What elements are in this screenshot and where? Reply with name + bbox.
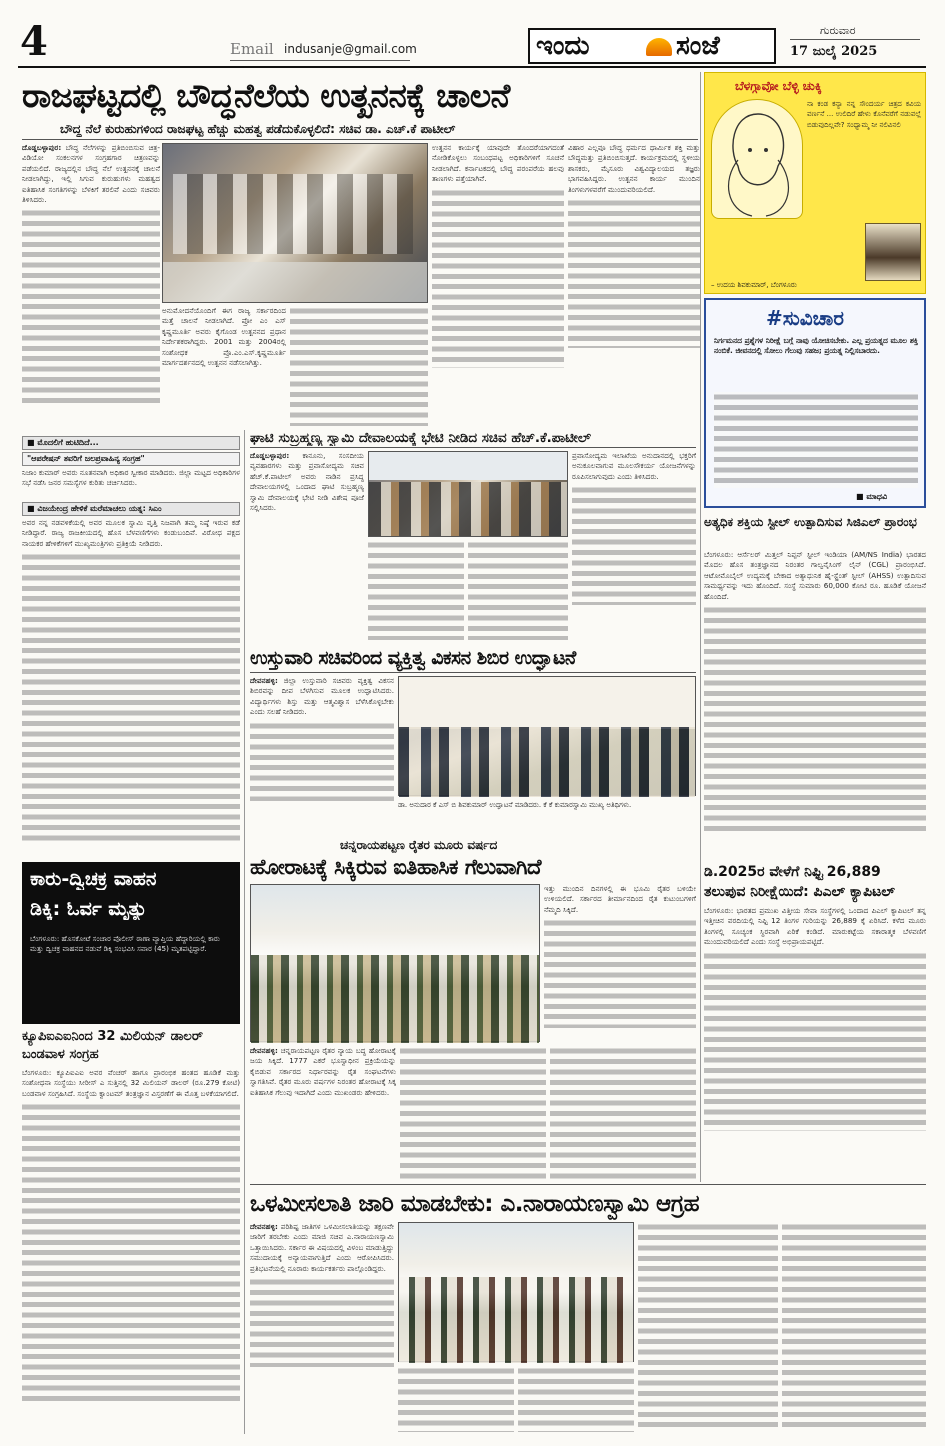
steel-body [704,550,926,862]
poem-body: ನಾ ಕಂಡ ಕನ್ಯಾ ನನ್ನ ಸೌಂದರ್ಯ ಚಿತ್ರದ ಕವಿಯ ವರ್ಣನೆ ... ಉಲಿದಿರೆ ಹೇಳು ಕೊನೆವರೆಗೆ ನಡುವಲ್ಲೆ ಬಿಡುವುದಿಲ್ಲವೇ? ಸಂಧ್ಯಾಮ್ಮ ನೀ ನಲಿವಿನಲಿ [807,100,921,129]
email-label: Email [230,40,274,58]
date: 17 ಜುಲೈ 2025 [790,44,878,59]
steel-body-text: ಬೆಂಗಳೂರು: ಆರ್ಸೆಲರ್ ಮಿತ್ತಲ್ ನಿಪ್ಪನ್ ಸ್ಟೀಲ್ ಇಂಡಿಯಾ (AM/NS India) ಭಾರತದ ಮೊದಲ ಹೊಸ ತಂತ್ರಜ್ಞಾನದ ನಿರಂತರ ಗಾಲ್ವನೈಸಿಂಗ್ ಲೈನ್ (CGL) ಪ್ರಾರಂಭಿಸಿದೆ. ಆಟೋಮೊಬೈಲ್ ಉದ್ಯಮಕ್ಕೆ ಬೇಕಾದ ಅತ್ಯಾಧುನಿಕ ಹೈ-ಸ್ಟ್ರೆಂತ್ ಸ್ಟೀಲ್ (AHSS) ಉತ್ಪಾದಿಸುವ ಸಾಮರ್ಥ್ಯವನ್ನು ಇದು ಹೊಂದಿದೆ. ಸಂಸ್ಥೆ ಸುಮಾರು 60,000 ಕೋಟಿ ರೂ. ಹೂಡಿಕೆ ಯೋಜನೆ ಹೊಂದಿದೆ. [704,550,926,601]
masthead [0,0,945,66]
reservation-photo [398,1222,634,1362]
workshop-body: ಜಿಲ್ಲಾ ಉಸ್ತುವಾರಿ ಸಚಿವರು ವ್ಯಕ್ತಿತ್ವ ವಿಕಸನ ಶಿಬಿರವನ್ನು ದೀಪ ಬೆಳಗಿಸುವ ಮೂಲಕ ಉದ್ಘಾಟಿಸಿದರು. ವಿದ್ಯಾರ್ಥಿಗಳು ಶಿಸ್ತು ಮತ್ತು ಆತ್ಮವಿಶ್ವಾಸ ಬೆಳೆಸಿಕೊಳ್ಳಬೇಕು ಎಂದು ಸಲಹೆ ನೀಡಿದರು. [250,676,394,717]
farmers-headline: ಹೋರಾಟಕ್ಕೆ ಸಿಕ್ಕಿರುವ ಐತಿಹಾಸಿಕ ಗೆಲುವಾಗಿದೆ [250,855,541,879]
farmers-col-1 [250,1046,396,1180]
accident-body: ಬೆಂಗಳೂರು: ಹೊಸಕೋಟೆ ಸಂಚಾರ ಪೊಲೀಸ್ ಠಾಣಾ ವ್ಯಾಪ್ತಿಯ ಹೆದ್ದಾರಿಯಲ್ಲಿ ಕಾರು ಮತ್ತು ದ್ವಿಚಕ್ರ ವಾಹನದ ನಡುವೆ ಡಿಕ್ಕಿ ಸಂಭವಿಸಿ ಸವಾರ (45) ಮೃತಪಟ್ಟಿದ್ದಾರೆ. [30,934,220,954]
lead-body-2b: 2001 ಮತ್ತು 2004ರಲ್ಲಿ ಸಂಶೋಧಕ ಪ್ರೊ.ಎಂ.ಎಸ್.ಕೃಷ್ಣಮೂರ್ತಿ ಮಾರ್ಗದರ್ಶನದಲ್ಲಿ ಉತ್ಖನನ ನಡೆಸಲಾಗಿತ್ತು. [162,337,286,368]
lead-body-3: ಉತ್ಖನನ ಕಾರ್ಯಕ್ಕೆ ಯಾವುದೇ ತೊಂದರೆಯಾಗದಂತೆ ನೋಡಿಕೊಳ್ಳಲು ಸಂಬಂಧಪಟ್ಟ ಅಧಿಕಾರಿಗಳಿಗೆ ಸೂಚನೆ ನೀಡಲಾಗಿದೆ. ಕರ್ನಾಟಕದಲ್ಲಿ ಬೌದ್ಧ ಪರಂಪರೆಯ ಹಲವು ತಾಣಗಳು ಪತ್ತೆಯಾಗಿವೆ. [432,143,564,184]
suvichara-body: ನಿರ್ಗಮನದ ಪ್ರಶ್ನೆಗಳ ನಿರೀಕ್ಷೆ ಬಗ್ಗೆ ನಾವು ಯೋಚಿಸಬೇಕು. ಎಲ್ಲ ಪ್ರಯತ್ನದ ಮೂಲ ಶಕ್ತಿ ನಂಬಿಕೆ. ಜೀವನದಲ್ಲಿ ಸೋಲು ಗೆಲುವು ಸಹಜ; ಪ್ರಯತ್ನ ನಿಲ್ಲಿಸಬಾರದು. [714,336,918,356]
investment-body-text: ಬೆಂಗಳೂರು: ಕ್ಯೂಪಿಐಎಐ ಅವರ ವೆಂಚರ್ ಹಾಗೂ ಪ್ರಾರಂಭಿಕ ಹಂತದ ಹೂಡಿಕೆ ಮತ್ತು ಸಂಶೋಧನಾ ಸಂಸ್ಥೆಯು ಸೀರೀಸ್ ಎ ಸುತ್ತಿನಲ್ಲಿ 32 ಮಿಲಿಯನ್ ಡಾಲರ್ (ರೂ.279 ಕೋಟಿ) ಬಂಡವಾಳ ಸಂಗ್ರಹಿಸಿದೆ. ಸಂಸ್ಥೆಯ ಕ್ವಾಂಟಮ್ ತಂತ್ರಜ್ಞಾನ ವಿಸ್ತರಣೆಗೆ ಈ ಮೊತ್ತ ಬಳಕೆಯಾಗಲಿದೆ. [22,1068,240,1098]
page-number: 4 [20,18,48,65]
lead-headline: ರಾಜಘಟ್ಟದಲ್ಲಿ ಬೌದ್ಧನೆಲೆಯ ಉತ್ಖನನಕ್ಕೆ ಚಾಲನೆ [22,76,510,115]
day: ಗುರುವಾರ [820,24,856,37]
reservation-headline: ಒಳಮೀಸಲಾತಿ ಜಾರಿ ಮಾಡಬೇಕು: ಎ.ನಾರಾಯಣಸ್ವಾಮಿ ಆಗ್ರಹ [250,1191,700,1217]
farmers-col-3 [550,1046,696,1180]
poem-title: ಬೆಳಗ್ಗಾವೋ ಬೆಳ್ಳಿ ಚುಕ್ಕಿ [735,79,822,93]
suvichara-box [704,298,926,508]
reservation-body: ಪರಿಶಿಷ್ಟ ಜಾತಿಗಳ ಒಳಮೀಸಲಾತಿಯನ್ನು ತಕ್ಷಣವೇ ಜಾರಿಗೆ ತರಬೇಕು ಎಂದು ಮಾಜಿ ಸಚಿವ ಎ.ನಾರಾಯಣಸ್ವಾಮಿ ಒತ್ತಾಯಿಸಿದರು. ಸರ್ಕಾರ ಈ ವಿಷಯದಲ್ಲಿ ವಿಳಂಬ ಮಾಡುತ್ತಿದ್ದು ಸಮುದಾಯಕ್ಕೆ ಅನ್ಯಾಯವಾಗುತ್ತಿದೆ ಎಂದು ಆರೋಪಿಸಿದರು. ಪ್ರತಿಭಟನೆಯಲ್ಲಿ ನೂರಾರು ಕಾರ್ಯಕರ್ತರು ಪಾಲ್ಗೊಂಡಿದ್ದರು. [250,1222,394,1273]
patil-body-2: ಪ್ರವಾಸೋದ್ಯಮ ಇಲಾಖೆಯ ಅನುದಾನದಲ್ಲಿ ಭಕ್ತರಿಗೆ ಅನುಕೂಲವಾಗುವ ಮೂಲಸೌಕರ್ಯ ಯೋಜನೆಗಳನ್ನು ರೂಪಿಸಲಾಗುವುದು ಎಂದು ತಿಳಿಸಿದರು. [572,451,696,481]
accident-box [22,862,240,1024]
lead-dateline: ದೊಡ್ಡಬಳ್ಳಾಪುರ: [22,143,62,152]
lead-col-1 [22,143,160,433]
reservation-dateline: ದೇವನಹಳ್ಳಿ: [250,1222,278,1231]
lead-col-4 [432,143,564,433]
email-address: indusanje@gmail.com [284,42,417,56]
workshop-photo [398,676,696,796]
farmers-photo [250,884,540,1042]
farmers-col-side [544,884,696,1042]
patil-photo [368,451,568,537]
lead-body-2: ಅನುಮೋದನೆಯೊಂದಿಗೆ ಈಗ ರಾಜ್ಯ ಸರ್ಕಾರದಿಂದ ಮತ್ತೆ ಚಾಲನೆ ನೀಡಲಾಗಿದೆ. ಪ್ರೋ ಎಂ ಎಸ್ ಕೃಷ್ಣಮೂರ್ತಿ ಅವರು ಕೈಗೊಂಡ ಉತ್ಖನನದ ಪ್ರಧಾನ ನಿರ್ದೇಶಕರಾಗಿದ್ದರು. [162,306,286,347]
label-strip-1: ■ ಮೊದಲಿಗೆ ಹುಟಿದಿದೆ... [22,436,240,450]
suvichara-author: ■ ಮಾಧವಿ [856,492,888,501]
investment-headline: ಕ್ಯೂಪಿಐಎಐನಿಂದ 32 ಮಿಲಿಯನ್ ಡಾಲರ್ ಬಂಡವಾಳ ಸಂಗ್ರಹ [22,1029,203,1062]
farmers-kicker: ಚನ್ನರಾಯಪಟ್ಟಣ ರೈತರ ಮೂರು ವರ್ಷದ [340,838,498,852]
patil-headline: ಘಾಟಿ ಸುಬ್ರಹ್ಮಣ್ಯ ಸ್ವಾಮಿ ದೇವಾಲಯಕ್ಕೆ ಭೇಟಿ ನೀಡಿದ ಸಚಿವ ಹೆಚ್.ಕೆ.ಪಾಟೀಲ್ [250,430,591,446]
patil-col-3 [468,540,568,640]
reservation-col-1 [250,1222,394,1432]
poem-box [704,72,926,294]
farmers-col-2 [400,1046,546,1180]
farmers-body: ಚನ್ನರಾಯಪಟ್ಟಣ ರೈತರ ನ್ಯಾಯ ಬದ್ಧ ಹೋರಾಟಕ್ಕೆ ಜಯ ಸಿಕ್ಕಿದೆ. 1777 ಎಕರೆ ಭೂಸ್ವಾಧೀನ ಪ್ರಕ್ರಿಯೆಯನ್ನು ಕೈಬಿಡುವ ಸರ್ಕಾರದ ನಿರ್ಧಾರವನ್ನು ರೈತ ಸಂಘಟನೆಗಳು ಸ್ವಾಗತಿಸಿವೆ. ರೈತರ ಮೂರು ವರ್ಷಗಳ ನಿರಂತರ ಹೋರಾಟಕ್ಕೆ ಸಿಕ್ಕ ಐತಿಹಾಸಿಕ ಗೆಲುವು ಇದಾಗಿದೆ ಎಂದು ಮುಖಂಡರು ಹೇಳಿದರು. [250,1046,396,1097]
patil-body: ಕಾನೂನು, ಸಂಸದೀಯ ವ್ಯವಹಾರಗಳು ಮತ್ತು ಪ್ರವಾಸೋದ್ಯಮ ಸಚಿವ ಹೆಚ್.ಕೆ.ಪಾಟೀಲ್ ಅವರು ನಾಡಿನ ಪ್ರಸಿದ್ಧ ದೇವಾಲಯಗಳಲ್ಲಿ ಒಂದಾದ ಘಾಟಿ ಸುಬ್ರಹ್ಮಣ್ಯ ಸ್ವಾಮಿ ದೇವಾಲಯಕ್ಕೆ ಭೇಟಿ ನೀಡಿ ವಿಶೇಷ ಪೂಜೆ ಸಲ್ಲಿಸಿದರು. [250,451,364,513]
poem-illustration [711,99,803,219]
lead-subhead: ಬೌದ್ಧ ನೆಲೆ ಕುರುಹುಗಳಿಂದ ರಾಜಘಟ್ಟ ಹೆಚ್ಚು ಮಹತ್ವ ಪಡೆದುಕೊಳ್ಳಲಿದೆ: ಸಚಿವ ಡಾ. ಎಚ್.ಕೆ ಪಾಟೀಲ್ [60,122,456,136]
lead-body-1: ಬೌದ್ಧ ನೆಲೆಗಳನ್ನು ಪ್ರತಿಬಿಂಬಿಸುವ ಚಿತ್ರ-ವಿಡಿಯೋ ಸಂಕಲನಗಳ ಸಂಗ್ರಹಗಾರ ಚಿತ್ರಣವನ್ನು ಪಡೆಯಲಿದೆ. ರಾಜ್ಯದಲ್ಲಿನ ಬೌದ್ಧ ನೆಲೆ ಉತ್ಖನನಕ್ಕೆ ಚಾಲನೆ ನೀಡಲಾಗಿದ್ದು, ಇಲ್ಲಿ ಸಿಗುವ ಕುರುಹುಗಳು ಮಹತ್ವದ ಐತಿಹಾಸಿಕ ಸಂಗತಿಗಳನ್ನು ಬೆಳಕಿಗೆ ತರಲಿವೆ ಎಂದು ಸಚಿವರು ತಿಳಿಸಿದರು. [22,143,160,205]
suvichara-title: #ಸುವಿಚಾರ [766,306,844,330]
patil-dateline: ದೊಡ್ಡಬಳ್ಳಾಪುರ: [250,451,290,460]
reservation-col-4 [638,1222,778,1432]
farmers-dateline: ದೇವನಹಳ್ಳಿ: [250,1046,278,1055]
lead-photo [162,143,428,303]
poem-author: – ಉದಯ ಶಿವಕುಮಾರ್, ಬೆಂಗಳೂರು [711,281,797,289]
poet-photo [865,223,921,281]
patil-col-4 [572,451,696,643]
capital-headline: ಡಿ.2025ರ ವೇಳೆಗೆ ನಿಫ್ಟಿ 26,889 ತಲುಪುವ ನಿರೀಕ್ಷೆಯಿದೆ: ಪಿಎಲ್ ಕ್ಯಾಪಿಟಲ್ [704,864,895,900]
reservation-col-5 [782,1222,926,1432]
lead-col-2 [162,306,286,434]
left-col-body-2 [22,518,240,858]
workshop-dateline: ದೇವನಹಳ್ಳಿ: [250,676,278,685]
reservation-col-2 [398,1366,514,1432]
left-col-body: ನಿಜಾಂ ಕುಮಾರ್ ಅವರು ನೂತನವಾಗಿ ಅಧಿಕಾರ ಸ್ವೀಕಾರ ಮಾಡಿದರು. ಜಿಲ್ಲಾ ಮಟ್ಟದ ಅಧಿಕಾರಿಗಳ ಸಭೆ ನಡೆಸಿ ಜನರ ಸಮಸ್ಯೆಗಳ ಕುರಿತು ಚರ್ಚಿಸಿದರು. [22,468,240,488]
steel-headline: ಅತ್ಯಧಿಕ ಶಕ್ತಿಯ ಸ್ಟೀಲ್ ಉತ್ಪಾದಿಸುವ ಸಿಜಿಎಲ್ ಪ್ರಾರಂಭ [704,515,917,529]
brand-right: ಸಂಜೆ [676,31,720,61]
investment-body [22,1068,240,1432]
patil-col-1 [250,451,364,643]
reservation-col-3 [518,1366,634,1432]
workshop-headline: ಉಸ್ತುವಾರಿ ಸಚಿವರಿಂದ ವ್ಯಕ್ತಿತ್ವ ವಿಕಸನ ಶಿಬಿರ ಉದ್ಘಾಟನೆ [250,647,576,669]
workshop-col-1 [250,676,394,834]
lead-body-4: ವಿಹಾರ ಎಲ್ಲವೂ ಬೌದ್ಧ ಧರ್ಮದ ಧಾರ್ಮಿಕ ಶಕ್ತಿ ಮತ್ತು ಬೌದ್ಧಮತ್ತು ಪ್ರತಿಬಿಂಬಿಸುತ್ತದೆ. ಕಾರ್ಯಕ್ರಮದಲ್ಲಿ ಸ್ಥಳೀಯ ಶಾಸಕರು, ಮೈಸೂರು ವಿಶ್ವವಿದ್ಯಾಲಯದ ತಜ್ಞರು ಭಾಗವಹಿಸಿದ್ದರು. ಉತ್ಖನನ ಕಾರ್ಯ ಮುಂದಿನ ತಿಂಗಳುಗಳವರೆಗೆ ಮುಂದುವರಿಯಲಿದೆ. [568,143,700,194]
farmers-body-2: ಇತ್ತು ಮುಂದಿನ ದಿನಗಳಲ್ಲಿ ಈ ಭೂಮಿ ರೈತರ ಬಳಿಯೇ ಉಳಿಯಲಿದೆ. ಸರ್ಕಾರದ ತೀರ್ಮಾನದಿಂದ ರೈತ ಕುಟುಂಬಗಳಿಗೆ ನೆಮ್ಮದಿ ಸಿಕ್ಕಿದೆ. [544,884,696,914]
patil-col-2 [368,540,464,640]
workshop-caption: ಡಾ. ಅನುದಾರ ಕೆ ಎಸ್ ಬಿ ಶಿವಕುಮಾರ್ ಉದ್ಘಾಟನೆ ಮಾಡಿದರು. ಕೆ ಕೆ ಕುಮಾರಸ್ವಾಮಿ ಮುಖ್ಯ ಅತಿಥಿಗಳು. [398,801,632,809]
brand-left: ಇಂದು [536,31,590,61]
brand-logo [528,28,776,64]
label-strip-2: "ಆಪರೇಷನ್ ತವರಿಗೆ ಜಲಪ್ರವಾಹಿನ್ಯ ಸಂಗ್ರಹ" [22,452,240,466]
lead-col-5 [568,143,700,433]
accident-headline-2: ಡಿಕ್ಕಿ: ಓರ್ವ ಮೃತ್ಯು [30,898,148,920]
capital-body [704,906,926,1180]
brand-sun-icon [646,38,672,56]
accident-headline-1: ಕಾರು-ದ್ವಿಚಕ್ರ ವಾಹನ [30,868,157,890]
left-col-body-2-text: ಅವರ ನನ್ನ ನಡವಳಿಕೆಯಲ್ಲಿ ಅವರ ಮೂಲಕ ಸ್ವಾಮಿ ವೃತ್ತಿ ನಿಜವಾಗಿ ತಮ್ಮ ನಿಷ್ಠೆ ಇರುವ ಕಡೆ ನೀಡಿದ್ದಾರೆ. ರಾಜ್ಯ ರಾಜಕೀಯದಲ್ಲಿ ಹೊಸ ಬೆಳವಣಿಗೆಗಳು ಕಂಡುಬಂದಿವೆ. ವಿರೋಧ ಪಕ್ಷದ ನಾಯಕರ ಹೇಳಿಕೆಗಳಿಗೆ ಮುಖ್ಯಮಂತ್ರಿಗಳು ಪ್ರತಿಕ್ರಿಯೆ ನೀಡಿದರು. [22,518,240,548]
capital-body-text: ಬೆಂಗಳೂರು: ಭಾರತದ ಪ್ರಮುಖ ವಿತ್ತೀಯ ಸೇವಾ ಸಂಸ್ಥೆಗಳಲ್ಲಿ ಒಂದಾದ ಪಿಎಲ್ ಕ್ಯಾಪಿಟಲ್ ತನ್ನ ಇತ್ತೀಚಿನ ವರದಿಯಲ್ಲಿ ನಿಫ್ಟಿ 12 ತಿಂಗಳ ಗುರಿಯನ್ನು 26,889 ಕ್ಕೆ ಏರಿಸಿದೆ. ಕಳೆದ ಮೂರು ತಿಂಗಳಲ್ಲಿ ಸೂಚ್ಯಂಕ ಸ್ಥಿರವಾಗಿ ಏರಿಕೆ ಕಂಡಿದೆ. ಮಾರುಕಟ್ಟೆಯ ಸಕಾರಾತ್ಮಕ ಬೆಳವಣಿಗೆ ಮುಂದುವರಿಯಲಿದೆ ಎಂದು ಸಂಸ್ಥೆ ಅಭಿಪ್ರಾಯಪಟ್ಟಿದೆ. [704,906,926,947]
label-strip-3: ■ ವಿಜಯೇಂದ್ರ ಹೇಳಿಕೆ ಮರೆಮಾಚಲು ಯತ್ನ: ಸಿಎಂ [22,502,240,516]
lead-col-3 [290,306,428,434]
